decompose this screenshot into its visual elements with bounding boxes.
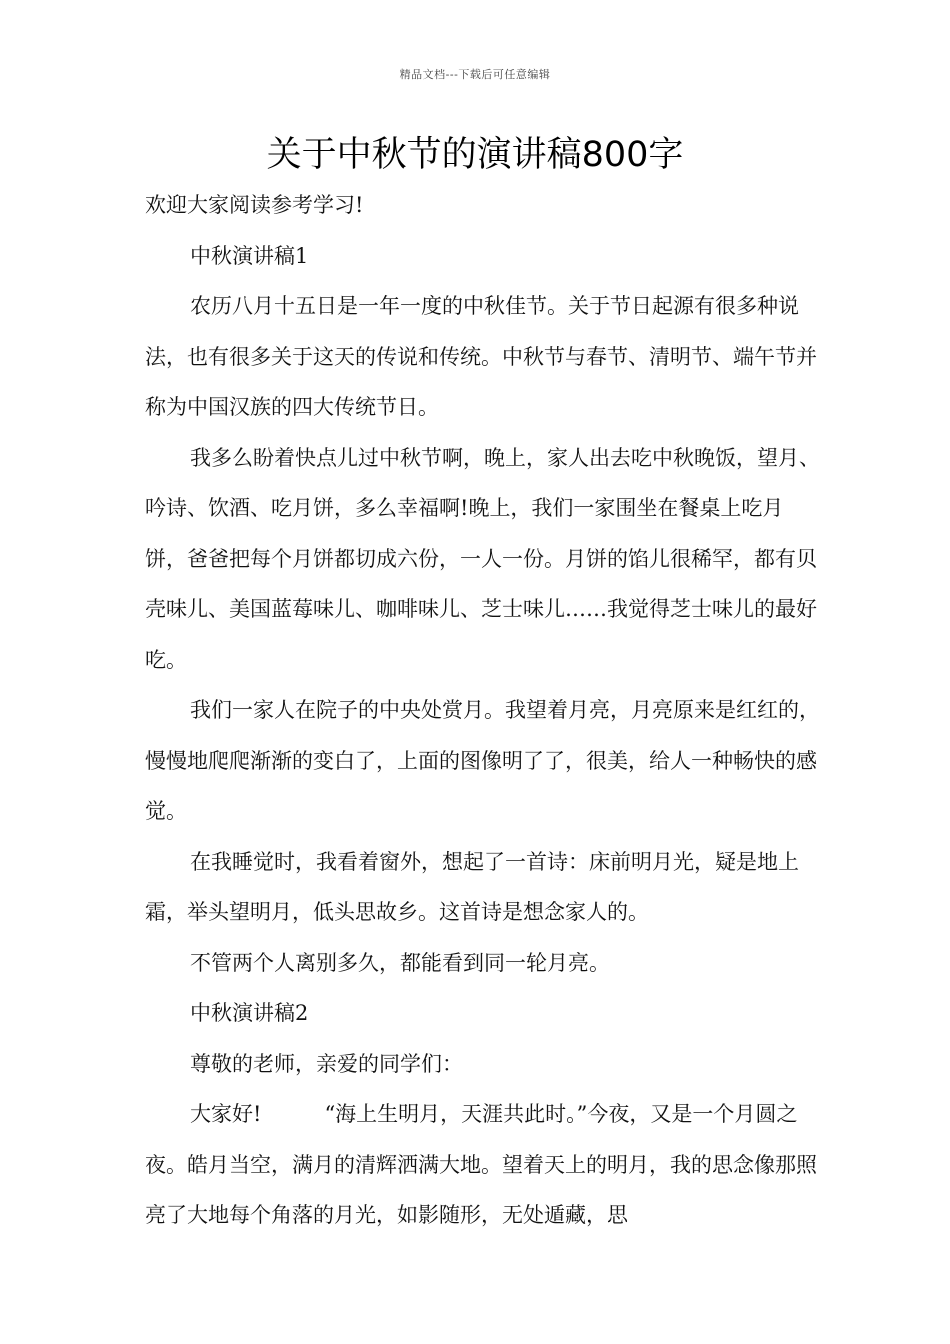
salutation: 尊敬的老师，亲爱的同学们： bbox=[190, 1051, 463, 1076]
paragraph: 大家好! “海上生明月，天涯共此时。”今夜，又是一个月圆之夜。皓月当空，满月的清辉洒满大地。望着天上的明月，我的思念像那照亮了大地每个角落的月光，如影随形，无处遁藏，思 bbox=[145, 1102, 817, 1227]
intro-line: 欢迎大家阅读参考学习! bbox=[145, 193, 364, 217]
paragraph: 我多么盼着快点儿过中秋节啊，晚上，家人出去吃中秋晚饭，望月、吟诗、饮酒、吃月饼，多么幸福啊!晚上，我们一家围坐在餐桌上吃月饼，爸爸把每个月饼都切成六份，一人一份。月饼的馅儿很稀罕，都有贝壳味儿、美国蓝莓味儿、咖啡味儿、芝士味儿……我觉得芝士味儿的最好吃。 bbox=[145, 445, 820, 672]
document-body bbox=[145, 180, 825, 1241]
paragraph: 在我睡觉时，我看着窗外，想起了一首诗：床前明月光，疑是地上霜，举头望明月，低头思故乡。这首诗是想念家人的。 bbox=[145, 849, 799, 924]
paragraph: 不管两个人离别多久，都能看到同一轮月亮。 bbox=[190, 950, 610, 975]
document-title: 关于中秋节的演讲稿800字 bbox=[266, 135, 684, 175]
section-heading-2: 中秋演讲稿2 bbox=[190, 1001, 309, 1025]
paragraph: 农历八月十五日是一年一度的中秋佳节。关于节日起源有很多种说法，也有很多关于这天的传说和传统。中秋节与春节、清明节、端午节并称为中国汉族的四大传统节日。 bbox=[145, 294, 817, 419]
section-heading-1: 中秋演讲稿1 bbox=[190, 243, 309, 268]
header-note: 精品文档---下载后可任意编辑 bbox=[399, 68, 551, 81]
paragraph: 我们一家人在院子的中央处赏月。我望着月亮，月亮原来是红红的，慢慢地爬爬渐渐的变白了，上面的图像明了了，很美，给人一种畅快的感觉。 bbox=[145, 698, 820, 823]
